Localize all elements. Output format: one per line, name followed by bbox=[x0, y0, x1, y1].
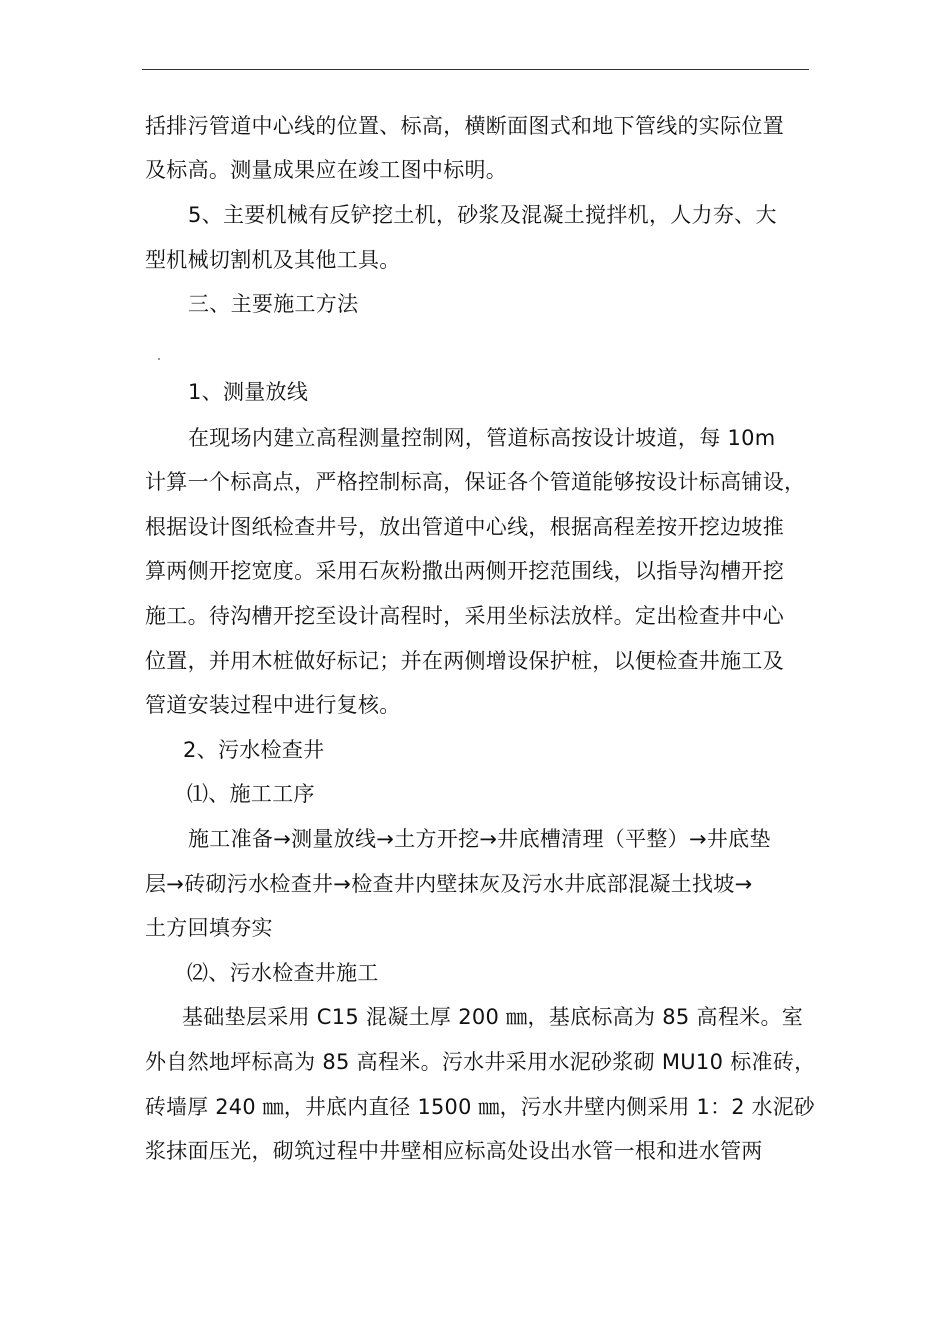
subsection-heading: ⑴、施工工序 bbox=[187, 782, 315, 806]
section-heading: 三、主要施工方法 bbox=[188, 292, 359, 316]
text-line: 土方回填夯实 bbox=[145, 916, 273, 940]
text-line: 砖墙厚 240 ㎜，井底内直径 1500 ㎜，污水井壁内侧采用 1：2 水泥砂 bbox=[145, 1095, 815, 1119]
text-line: 外自然地坪标高为 85 高程米。污水井采用水泥砂浆砌 MU10 标准砖， bbox=[145, 1050, 816, 1074]
text-line: 施工。待沟槽开挖至设计高程时，采用坐标法放样。定出检查井中心 bbox=[145, 604, 784, 628]
text-line: 施工准备→测量放线→土方开挖→井底槽清理（平整）→井底垫 bbox=[188, 827, 771, 851]
subsection-heading: ⑵、污水检查井施工 bbox=[187, 961, 379, 985]
text-line: 括排污管道中心线的位置、标高，横断面图式和地下管线的实际位置 bbox=[145, 114, 784, 138]
text-line: 根据设计图纸检查井号，放出管道中心线，根据高程差按开挖边坡推 bbox=[145, 515, 784, 539]
text-line: 层→砖砌污水检查井→检查井内壁抹灰及污水井底部混凝土找坡→ bbox=[145, 872, 753, 896]
header-rule bbox=[142, 69, 809, 70]
text-line: 管道安装过程中进行复核。 bbox=[145, 693, 401, 717]
text-line: 计算一个标高点，严格控制标高，保证各个管道能够按设计标高铺设， bbox=[145, 470, 806, 494]
text-line: 算两侧开挖宽度。采用石灰粉撒出两侧开挖范围线，以指导沟槽开挖 bbox=[145, 559, 784, 583]
subsection-heading: 2、污水检查井 bbox=[183, 738, 325, 762]
text-line: 及标高。测量成果应在竣工图中标明。 bbox=[145, 158, 508, 182]
stray-mark bbox=[158, 358, 160, 360]
text-line: 浆抹面压光，砌筑过程中井壁相应标高处设出水管一根和进水管两 bbox=[145, 1139, 763, 1163]
subsection-heading: 1、测量放线 bbox=[188, 380, 309, 404]
text-line: 基础垫层采用 C15 混凝土厚 200 ㎜，基底标高为 85 高程米。室 bbox=[182, 1005, 804, 1029]
text-line: 在现场内建立高程测量控制网，管道标高按设计坡道，每 10m bbox=[188, 426, 776, 450]
text-line: 位置，并用木桩做好标记；并在两侧增设保护桩，以便检查井施工及 bbox=[145, 649, 784, 673]
text-line: 型机械切割机及其他工具。 bbox=[145, 248, 401, 272]
text-line: 5、主要机械有反铲挖土机，砂浆及混凝土搅拌机，人力夯、大 bbox=[188, 203, 777, 227]
